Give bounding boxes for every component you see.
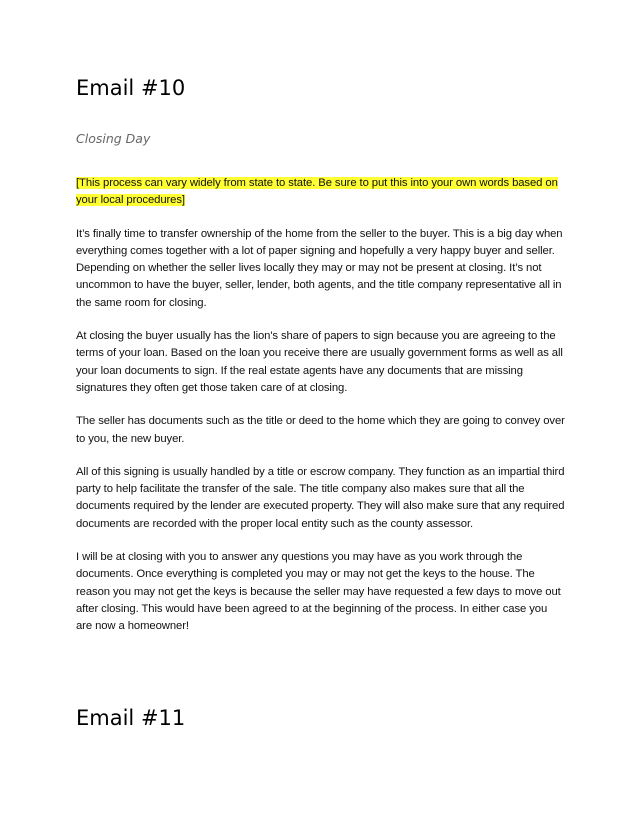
paragraph: It’s finally time to transfer ownership of the home from the seller to the buyer. This is a big day when everything comes together with a lot of paper signing and hopefully a very happy buyer and seller. Depending on whether the seller lives locally they may or may not be present at closing. It’s not uncommon to have the buyer, seller, lender, both agents, and the title company representative all in the same room for closing. (76, 227, 563, 309)
instruction-note (76, 175, 566, 210)
email-10-heading: Email #10 (76, 76, 186, 100)
email-10-subtitle: Closing Day (76, 131, 151, 146)
highlighted-note: [This process can vary widely from state to state. Be sure to put this into your own words based on your local procedures] (76, 177, 558, 207)
paragraph: The seller has documents such as the title or deed to the home which they are going to convey over to you, the new buyer. (76, 415, 565, 445)
paragraph: All of this signing is usually handled by a title or escrow company. They function as an impartial third party to help facilitate the transfer of the sale. The title company also makes sure that all the documents required by the lender are executed property. They will also make sure that any required documents are recorded with the proper local entity such as the county assessor. (76, 465, 565, 530)
paragraph: At closing the buyer usually has the lion's share of papers to sign because you are agreeing to the terms of your loan. Based on the loan you receive there are usually government forms as well as all your loan documents to sign. If the real estate agents have any documents that are missing signatures they often get those taken care of at closing. (76, 330, 563, 394)
email-10-body (76, 175, 566, 652)
email-11-heading: Email #11 (76, 706, 186, 730)
paragraph: I will be at closing with you to answer any questions you may have as you work through the documents. Once everything is completed you may or may not get the keys to the house. The reason you may not get the keys is because the seller may have requested a few days to move out after closing. This would have been agreed to at the beginning of the process. In either case you are now a homeowner! (76, 551, 561, 633)
